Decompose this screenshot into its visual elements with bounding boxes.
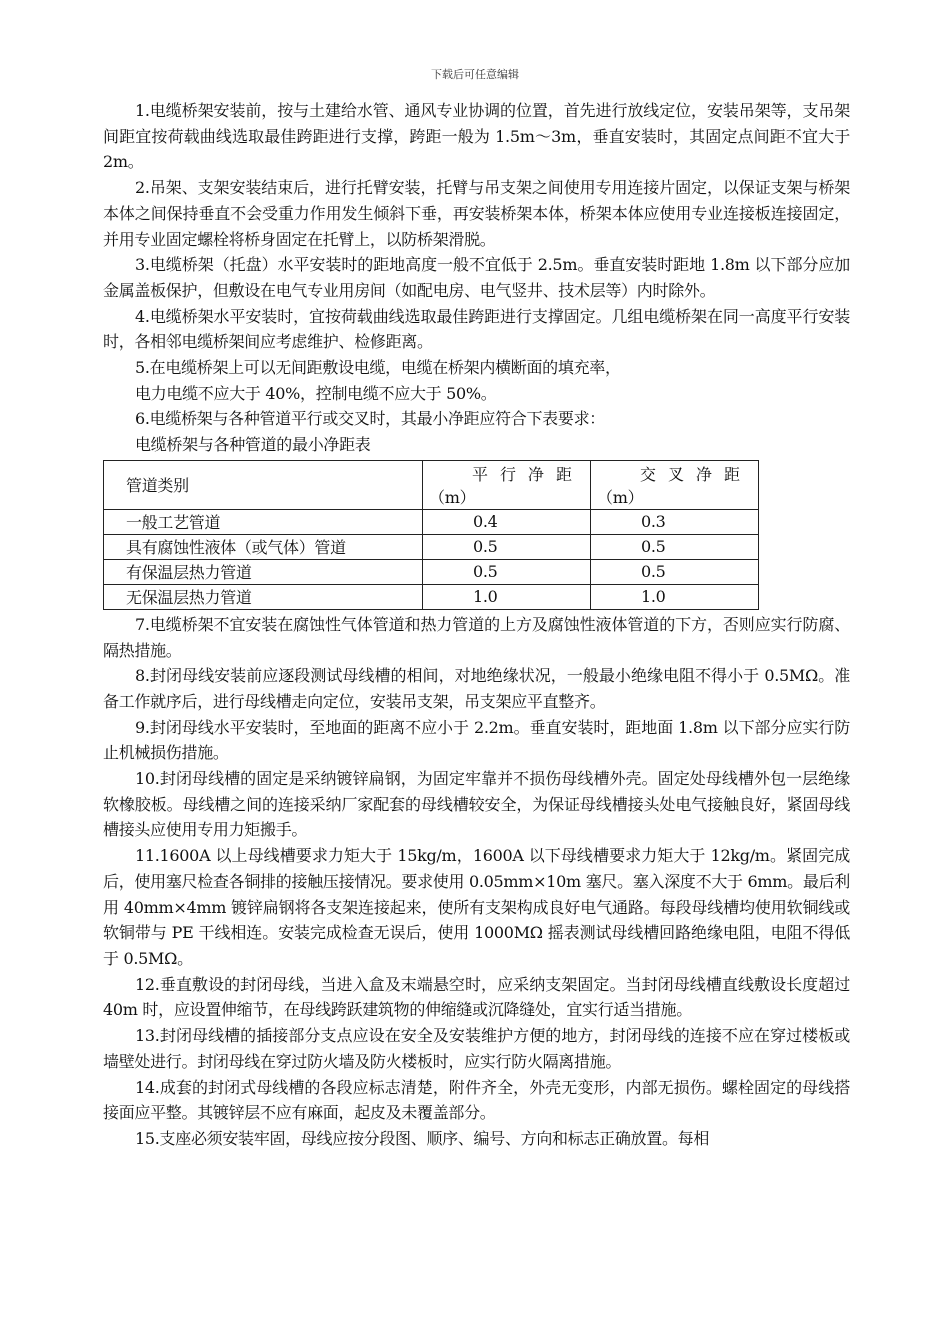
header-pipe-type: 管道类别 (104, 460, 423, 509)
paragraph-3: 3.电缆桥架（托盘）水平安装时的距地高度一般不宜低于 2.5m。垂直安装时距地 1.8m 以下部分应加金属盖板保护，但敷设在电气专业用房间（如配电房、电气竖井、技术层等）内时除外。 (103, 255, 850, 300)
row-parallel: 0.4 (423, 509, 591, 534)
header-cross (591, 460, 759, 509)
table-row (104, 559, 759, 584)
paragraph-5-continued: 电力电缆不应大于 40%，控制电缆不应大于 50%。 (135, 383, 497, 403)
table-row (104, 509, 759, 534)
header-cross-unit: （m） (597, 487, 644, 507)
table-row (104, 534, 759, 559)
paragraph-15: 15.支座必须安装牢固，母线应按分段图、顺序、编号、方向和标志正确放置。每相 (135, 1128, 710, 1148)
header-cross-label: 交叉净距 (639, 464, 752, 484)
paragraph-12: 12.垂直敷设的封闭母线，当进入盒及末端悬空时，应采纳支架固定。当封闭母线槽直线敷设长度超过 40m 时，应设置伸缩节，在母线跨跃建筑物的伸缩缝或沉降缝处，宜实行适当措施。 (103, 974, 850, 1020)
table-row (104, 584, 759, 609)
row-parallel: 0.5 (423, 559, 591, 584)
table-caption: 电缆桥架与各种管道的最小净距表 (135, 435, 371, 455)
row-parallel: 1.0 (423, 584, 591, 609)
paragraph-14: 14.成套的封闭式母线槽的各段应标志清楚，附件齐全，外壳无变形，内部无损伤。螺栓固定的母线搭接面应平整。其镀锌层不应有麻面，起皮及未覆盖部分。 (103, 1077, 850, 1123)
page-header: 下载后可任意编辑 (431, 68, 519, 81)
row-cross: 0.5 (591, 559, 759, 584)
row-type: 有保温层热力管道 (104, 559, 423, 584)
row-type: 一般工艺管道 (104, 509, 423, 534)
paragraph-4: 4.电缆桥架水平安装时，宜按荷载曲线选取最佳跨距进行支撑固定。几组电缆桥架在同一高度平行安装时，各相邻电缆桥架间应考虑维护、检修距离。 (103, 306, 850, 352)
paragraph-11: 11.1600A 以上母线槽要求力矩大于 15kg/m，1600A 以下母线槽要求力矩大于 12kg/m。紧固完成后，使用塞尺检查各铜排的接触压接情况。要求使用 0.05mm×10m 塞尺。塞入深度不大于 6mm。最后利用 40mm×4mm 镀锌扁钢将各支架连接起来，使所有支架构成良好电气通路。每段母线槽均使用软铜线或软铜带与 PE 干线相连。安装完成检查无误后，使用 1000MΩ 摇表测试母线槽回路绝缘电阻，电阻不得低于 0.5MΩ。 (103, 846, 850, 968)
paragraph-9: 9.封闭母线水平安装时，至地面的距离不应小于 2.2m。垂直安装时，距地面 1.8m 以下部分应实行防止机械损伤措施。 (103, 717, 850, 763)
header-parallel (423, 460, 591, 509)
paragraph-10: 10.封闭母线槽的固定是采纳镀锌扁钢，为固定牢靠并不损伤母线槽外壳。固定处母线槽外包一层绝缘软橡胶板。母线槽之间的连接采纳厂家配套的母线槽较安全，为保证母线槽接头处电气接触良好，紧固母线槽接头应使用专用力矩搬手。 (103, 769, 850, 840)
paragraph-8: 8.封闭母线安装前应逐段测试母线槽的相间，对地绝缘状况，一般最小绝缘电阻不得小于 0.5MΩ。准备工作就序后，进行母线槽走向定位，安装吊支架，吊支架应平直整齐。 (103, 666, 850, 711)
paragraph-5: 5.在电缆桥架上可以无间距敷设电缆，电缆在桥架内横断面的填充率， (135, 358, 621, 378)
row-type: 无保温层热力管道 (104, 584, 423, 609)
clearance-table (103, 460, 759, 610)
row-cross: 0.3 (591, 509, 759, 534)
paragraph-6: 6.电缆桥架与各种管道平行或交叉时，其最小净距应符合下表要求： (135, 409, 605, 429)
row-cross: 1.0 (591, 584, 759, 609)
header-parallel-label: 平行净距 (471, 464, 584, 484)
row-cross: 0.5 (591, 534, 759, 559)
paragraph-13: 13.封闭母线槽的插接部分支点应设在安全及安装维护方便的地方，封闭母线的连接不应在穿过楼板或墙壁处进行。封闭母线在穿过防火墙及防火楼板时，应实行防火隔离措施。 (103, 1026, 850, 1071)
table-header-row (104, 460, 759, 509)
document-body (103, 98, 850, 1152)
row-parallel: 0.5 (423, 534, 591, 559)
paragraph-2: 2.吊架、支架安装结束后，进行托臂安装，托臂与吊支架之间使用专用连接片固定，以保证支架与桥架本体之间保持垂直不会受重力作用发生倾斜下垂，再安装桥架本体，桥架本体应使用专业连接板连接固定，并用专业固定螺栓将桥身固定在托臂上，以防桥架滑脱。 (103, 178, 850, 249)
row-type: 具有腐蚀性液体（或气体）管道 (104, 534, 423, 559)
header-parallel-unit: （m） (429, 487, 476, 507)
paragraph-7: 7.电缆桥架不宜安装在腐蚀性气体管道和热力管道的上方及腐蚀性液体管道的下方，否则应实行防腐、隔热措施。 (103, 614, 850, 660)
paragraph-1: 1.电缆桥架安装前，按与土建给水管、通风专业协调的位置，首先进行放线定位，安装吊架等，支吊架间距宜按荷载曲线选取最佳跨距进行支撑，跨距一般为 1.5m～3m，垂直安装时，其固定点间距不宜大于 2m。 (103, 101, 850, 172)
